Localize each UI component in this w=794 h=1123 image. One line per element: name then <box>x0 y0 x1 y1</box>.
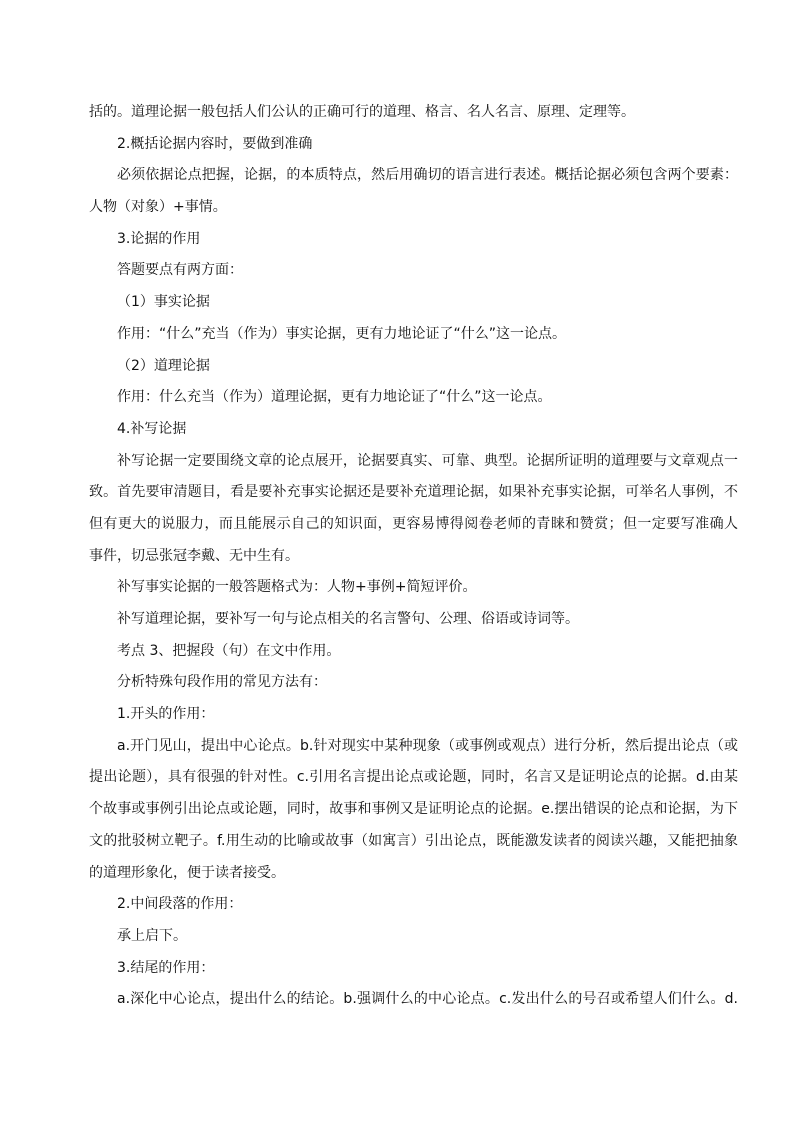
text-line: 补写论据一定要围绕文章的论点展开，论据要真实、可靠、典型。论据所证明的道理要与文章观点一 <box>117 452 738 469</box>
text-line: 个故事或事例引出论点或论题，同时，故事和事例又是证明论点的论据。e.摆出错误的论点和论据，为下 <box>89 801 738 818</box>
text-line: 补写事实论据的一般答题格式为：人物+事例+简短评价。 <box>117 579 477 596</box>
text-line: 括的。道理论据一般包括人们公认的正确可行的道理、格言、名人名言、原理、定理等。 <box>89 104 635 120</box>
text-line: （1）事实论据 <box>117 294 210 311</box>
text-line: 提出论题），具有很强的针对性。c.引用名言提出论点或论题，同时，名言又是证明论点的论据。d.由某 <box>89 769 738 786</box>
text-line: 答题要点有两方面： <box>117 262 243 279</box>
text-line: 3.结尾的作用： <box>117 959 215 976</box>
text-line: 承上启下。 <box>117 927 187 944</box>
text-line: 致。首先要审清题目，看是要补充事实论据还是要补充道理论据，如果补充事实论据，可举名人事例，不 <box>89 484 738 501</box>
text-line: a.开门见山，提出中心论点。b.针对现实中某种现象（或事例或观点）进行分析，然后提出论点（或 <box>117 737 738 754</box>
text-line: 1.开头的作用： <box>117 706 215 723</box>
text-line: 分析特殊句段作用的常见方法有： <box>117 674 327 691</box>
text-line: a.深化中心论点，提出什么的结论。b.强调什么的中心论点。c.发出什么的号召或希望人们什么。d. <box>117 991 738 1008</box>
text-line: 2.概括论据内容时，要做到准确 <box>117 135 313 152</box>
text-line: 3.论据的作用 <box>117 230 201 247</box>
text-line: 但有更大的说服力，而且能展示自己的知识面，更容易博得阅卷老师的青睐和赞赏；但一定要写准确人 <box>89 515 738 532</box>
text-line: 考点 3、把握段（句）在文中作用。 <box>117 642 341 659</box>
text-line: 必须依据论点把握，论据，的本质特点，然后用确切的语言进行表述。概括论据必须包含两个要素： <box>117 167 738 184</box>
text-line: 4.补写论据 <box>117 420 187 437</box>
text-line: 事件，切忌张冠李戴、无中生有。 <box>89 547 299 564</box>
text-line: 补写道理论据，要补写一句与论点相关的名言警句、公理、俗语或诗词等。 <box>117 611 579 627</box>
text-line: 文的批驳树立靶子。f.用生动的比喻或故事（如寓言）引出论点，既能激发读者的阅读兴趣，又能把抽象 <box>89 832 738 849</box>
text-line: 的道理形象化，便于读者接受。 <box>89 864 285 881</box>
text-line: 2.中间段落的作用： <box>117 896 243 913</box>
text-line: 作用：什么充当（作为）道理论据，更有力地论证了“什么”这一论点。 <box>117 389 552 406</box>
text-line: （2）道理论据 <box>117 357 210 374</box>
text-line: 作用：“什么”充当（作为）事实论据，更有力地论证了“什么”这一论点。 <box>117 325 567 342</box>
text-line: 人物（对象）+事情。 <box>89 199 227 216</box>
